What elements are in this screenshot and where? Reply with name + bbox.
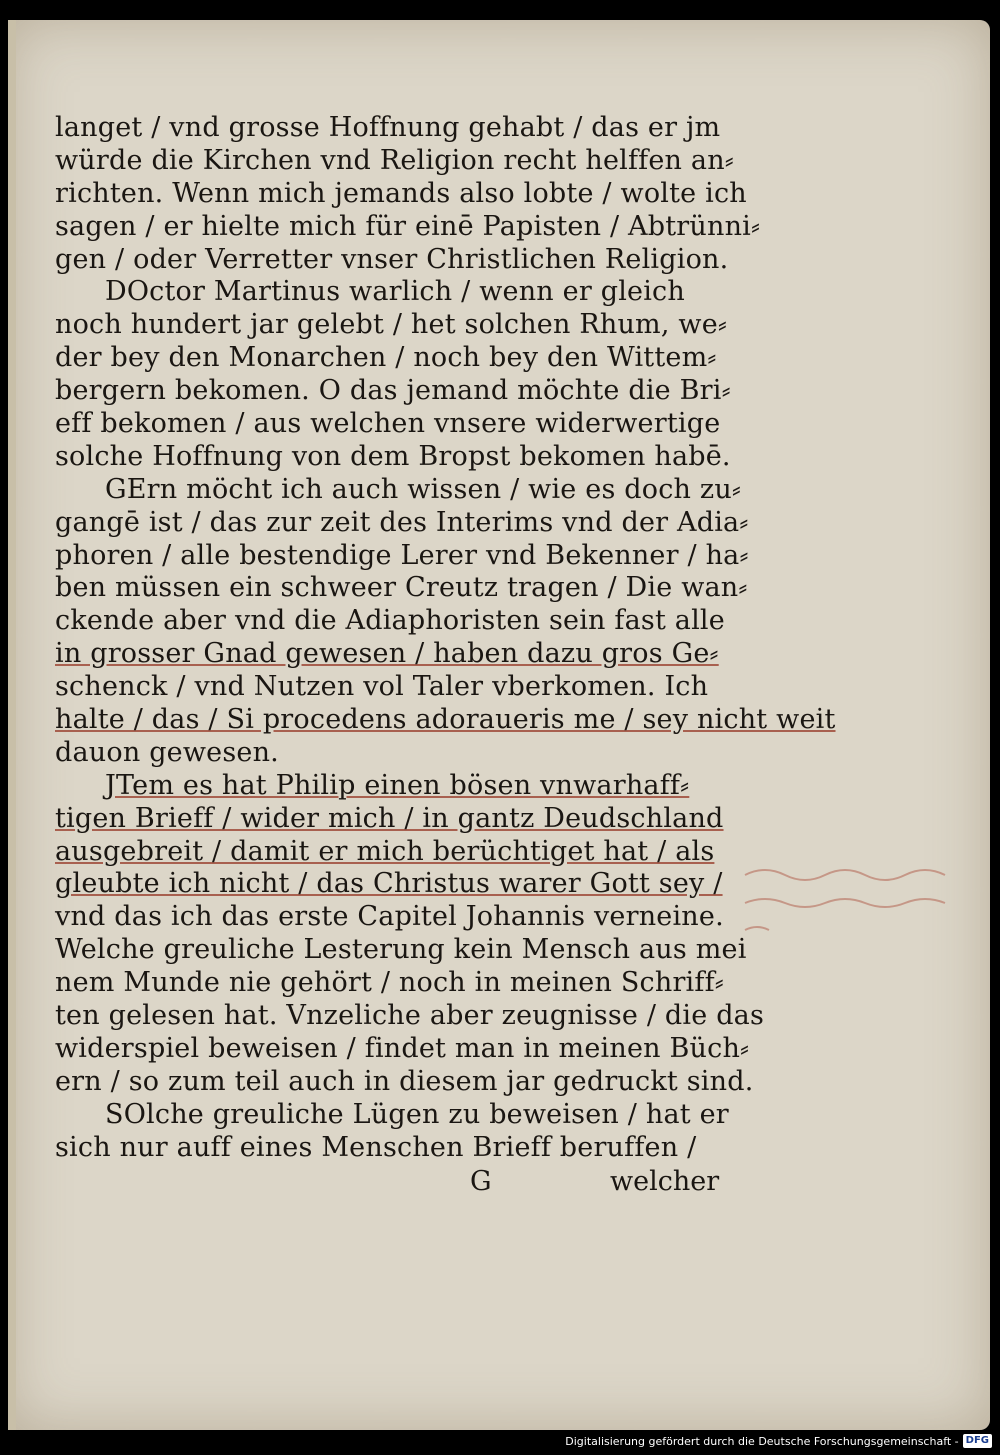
footer-text: Digitalisierung gefördert durch die Deutsche Forschungsgemeinschaft -	[565, 1434, 959, 1448]
text-block	[55, 112, 836, 1198]
dfg-logo: DFG	[963, 1434, 992, 1448]
signature-mark: G	[470, 1165, 492, 1197]
text-line: schenck / vnd Nutzen vol Taler vberkomen. Ich	[55, 671, 709, 703]
page-edge	[8, 20, 16, 1430]
text-line: solche Hoffnung von dem Bropst bekomen habē.	[55, 440, 731, 472]
text-line: tigen Brieff / wider mich / in gantz Deudschland	[55, 802, 724, 834]
text-line: GErn möcht ich auch wissen / wie es doch zu⸗	[105, 473, 742, 505]
text-line: vnd das ich das erste Capitel Johannis verneine.	[55, 901, 724, 933]
text-line: gleubte ich nicht / das Christus warer Gott sey /	[55, 868, 723, 900]
text-line: nem Munde nie gehört / noch in meinen Schriff⸗	[55, 967, 724, 999]
text-line: widerspiel beweisen / findet man in meinen Büch⸗	[55, 1032, 750, 1064]
text-line: bergern bekomen. O das jemand möchte die Bri⸗	[55, 375, 731, 407]
text-line: sich nur auff eines Menschen Brieff beruffen /	[55, 1131, 697, 1163]
text-line: halte / das / Si procedens adoraueris me / sey nicht weit	[55, 704, 836, 736]
catchword: welcher	[610, 1165, 720, 1197]
text-line: ausgebreit / damit er mich berüchtiget hat / als	[55, 835, 715, 867]
text-line: noch hundert jar gelebt / het solchen Rhum, we⸗	[55, 309, 728, 341]
page-footer-line	[55, 1165, 755, 1198]
text-line: sagen / er hielte mich für einē Papisten / Abtrünni⸗	[55, 210, 761, 242]
text-line: gen / oder Verretter vnser Christlichen Religion.	[55, 243, 729, 275]
text-line: ern / so zum teil auch in diesem jar gedruckt sind.	[55, 1065, 754, 1097]
text-line: Welche greuliche Lesterung kein Mensch aus mei	[55, 934, 747, 966]
text-line: phoren / alle bestendige Lerer vnd Bekenner / ha⸗	[55, 539, 749, 571]
text-line: in grosser Gnad gewesen / haben dazu gros Ge⸗	[55, 638, 719, 670]
text-line: ben müssen ein schweer Creutz tragen / Die wan⸗	[55, 572, 748, 604]
text-line: würde die Kirchen vnd Religion recht helffen an⸗	[55, 144, 734, 176]
text-line: dauon gewesen.	[55, 736, 279, 768]
text-line: ten gelesen hat. Vnzeliche aber zeugnisse / die das	[55, 1000, 765, 1032]
text-line: ckende aber vnd die Adiaphoristen sein fast alle	[55, 605, 725, 637]
text-line: richten. Wenn mich jemands also lobte / wolte ich	[55, 177, 747, 209]
handwritten-margin-note	[740, 855, 980, 945]
footer-credit	[565, 1433, 992, 1449]
text-line: der bey den Monarchen / noch bey den Wittem⸗	[55, 342, 717, 374]
text-line: SOlche greuliche Lügen zu beweisen / hat er	[105, 1098, 729, 1130]
text-line: langet / vnd grosse Hoffnung gehabt / das er jm	[55, 112, 721, 143]
text-line: JTem es hat Philip einen bösen vnwarhaff⸗	[105, 769, 690, 801]
text-line: DOctor Martinus warlich / wenn er gleich	[105, 276, 685, 308]
text-line: gangē ist / das zur zeit des Interims vnd der Adia⸗	[55, 506, 749, 538]
text-line: eff bekomen / aus welchen vnsere widerwertige	[55, 408, 721, 440]
